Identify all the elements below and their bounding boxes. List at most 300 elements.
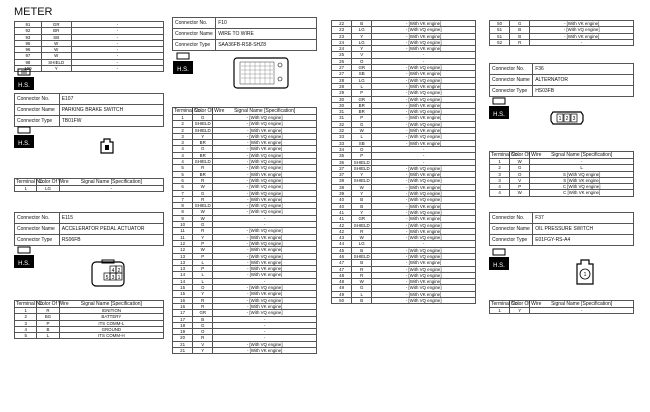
wire-color-cell: W <box>193 215 213 221</box>
signal-name-cell: - [With VQ engine] <box>372 235 476 241</box>
wire-color-cell: P <box>510 184 530 190</box>
signal-name-cell: - <box>71 22 163 28</box>
terminal-no-cell: 23 <box>332 33 352 39</box>
hdr-signal: Signal Name [Specification] <box>213 108 317 115</box>
terminal-no-cell: 48 <box>332 272 352 278</box>
terminal-no-cell: 41 <box>332 209 352 215</box>
connector-e115-face-icon <box>90 258 126 290</box>
label-connector-no: Connector No. <box>15 94 60 105</box>
terminal-no-cell: 2 <box>173 121 193 127</box>
hdr-signal: Signal Name [Specification] <box>59 301 163 308</box>
wire-color-cell: P <box>352 153 372 159</box>
wire-color-cell: W <box>510 190 530 196</box>
terminal-no-cell: 14 <box>173 278 193 284</box>
signal-name-cell: - <box>213 278 317 284</box>
hs-icon <box>14 68 34 90</box>
label-connector-no: Connector No. <box>490 213 533 224</box>
signal-name-cell: - [With VQ engine] <box>372 27 476 33</box>
label-connector-type: Connector Type <box>15 116 60 127</box>
terminal-no-cell: 50 <box>332 298 352 304</box>
wire-color-cell: G <box>193 146 213 152</box>
connector-f10-face-icon <box>232 55 290 91</box>
terminal-no-cell: 27 <box>332 71 352 77</box>
terminal-no-cell: 4 <box>15 326 37 332</box>
signal-name-cell: - [With VK engine] <box>213 291 317 297</box>
signal-name-cell: ITS COMM-L <box>59 320 163 326</box>
signal-name-cell: - [With VK engine] <box>372 228 476 234</box>
pin-label: 1 <box>558 116 562 122</box>
signal-name-cell: - [With VK engine] <box>372 21 476 27</box>
signal-name-cell: - [With VQ engine] <box>372 134 476 140</box>
hdr-color: Color Of Wire <box>194 108 225 114</box>
pin-label: 2 <box>565 116 569 122</box>
label-connector-name: Connector Name <box>490 75 533 86</box>
wire-color-cell: GR <box>352 96 372 102</box>
hs-text: H.S. <box>18 141 30 147</box>
signal-name-cell: S [With VK engine] <box>530 177 634 183</box>
terminal-no-cell: 33 <box>332 140 352 146</box>
terminal-no-cell: 4 <box>490 190 510 196</box>
wire-color-cell: LG <box>352 241 372 247</box>
signal-name-cell: - [With VK engine] <box>213 303 317 309</box>
wire-color-cell: SHIELD <box>193 203 213 209</box>
wire-color-cell: L <box>352 83 372 89</box>
terminal-no-cell: 18 <box>173 322 193 328</box>
wire-color-cell: SB <box>41 34 71 40</box>
f37-type: E01FGY-RS-A4 <box>533 235 634 246</box>
pin-label: 1 <box>117 275 121 281</box>
label-connector-no: Connector No. <box>15 213 60 224</box>
wire-color-cell: B <box>510 33 530 39</box>
connector-f36-face-icon <box>550 108 584 128</box>
terminal-no-cell: 32 <box>332 121 352 127</box>
signal-name-cell: C [With VQ engine] <box>530 184 634 190</box>
terminal-no-cell: 95 <box>15 40 42 46</box>
signal-name-cell: - [With VQ engine] <box>372 191 476 197</box>
wire-color-cell: W <box>510 159 530 165</box>
f36-type: HS03FB <box>533 86 634 97</box>
wire-color-cell: Y <box>352 46 372 52</box>
wire-color-cell: SHIELD <box>193 127 213 133</box>
signal-name-cell: - [With VQ engine] <box>372 165 476 171</box>
wire-color-cell: R <box>193 177 213 183</box>
terminal-no-cell: 1 <box>490 308 510 314</box>
connector-e115-info <box>14 212 164 246</box>
hdr-terminal-no: Terminal No. <box>16 179 45 185</box>
wire-color-cell: SHIELD <box>193 121 213 127</box>
f36-no: F36 <box>533 64 634 75</box>
wire-color-cell: R <box>510 39 530 45</box>
terminal-no-cell: 8 <box>173 209 193 215</box>
wire-color-cell: B <box>352 260 372 266</box>
table-row <box>332 298 476 304</box>
wire-color-cell: GR <box>352 216 372 222</box>
wire-color-cell: B <box>352 247 372 253</box>
signal-name-cell: - [With VK engine] <box>372 128 476 134</box>
hs-text: H.S. <box>18 261 30 267</box>
terminal-no-cell: 7 <box>173 196 193 202</box>
terminal-no-cell: 30 <box>332 96 352 102</box>
terminal-no-cell: 1 <box>15 186 37 192</box>
pin-label: 3 <box>111 275 115 281</box>
wire-color-cell: SHIELD <box>352 165 372 171</box>
terminal-no-cell: 3 <box>490 171 510 177</box>
terminal-no-cell: 1 <box>490 159 510 165</box>
hdr-terminal-no: Terminal No. <box>491 301 520 307</box>
wire-color-cell: O <box>510 171 530 177</box>
hs-icon <box>14 126 34 148</box>
wire-color-cell: B <box>352 21 372 27</box>
terminal-no-cell: 38 <box>332 184 352 190</box>
pin-label: 4 <box>111 268 115 274</box>
terminal-no-cell: 36 <box>332 159 352 165</box>
terminal-no-cell: 31 <box>332 109 352 115</box>
e115-type: RS06FB <box>59 235 163 246</box>
signal-name-cell: C [With VK engine] <box>530 190 634 196</box>
terminal-no-cell: 11 <box>173 228 193 234</box>
terminal-no-cell: 12 <box>173 247 193 253</box>
hdr-terminal-no: Terminal No. <box>16 301 45 307</box>
wire-color-cell: BR <box>193 152 213 158</box>
signal-name-cell: - [With VQ engine] <box>213 133 317 139</box>
terminal-no-cell: 4 <box>173 159 193 165</box>
table-row <box>490 39 634 45</box>
wire-color-cell: W <box>193 184 213 190</box>
signal-name-cell: - [With VK engine] <box>372 102 476 108</box>
connector-f36-info <box>489 63 634 97</box>
wire-color-cell: O <box>352 146 372 152</box>
wire-color-cell: W <box>41 40 71 46</box>
wire-color-cell: L <box>37 333 59 339</box>
pin-label: 2 <box>117 268 121 274</box>
wire-color-cell: BR <box>41 28 71 34</box>
hs-text: H.S. <box>177 67 189 73</box>
wire-color-cell: R <box>193 303 213 309</box>
terminal-no-cell: 24 <box>332 39 352 45</box>
signal-name-cell: - [With VQ engine] <box>372 39 476 45</box>
signal-name-cell: - [With VK engine] <box>213 259 317 265</box>
terminal-no-cell: 52 <box>490 39 510 45</box>
signal-name-cell: - [With VQ engine] <box>213 184 317 190</box>
label-connector-name: Connector Name <box>15 224 60 235</box>
signal-name-cell: - [With VQ engine] <box>213 253 317 259</box>
terminal-no-cell: 11 <box>173 234 193 240</box>
signal-name-cell: - [With VQ engine] <box>372 109 476 115</box>
terminal-no-cell: 96 <box>15 47 42 53</box>
label-connector-type: Connector Type <box>490 86 533 97</box>
terminal-no-cell: 43 <box>332 235 352 241</box>
terminal-no-cell: 100 <box>15 66 42 72</box>
signal-name-cell: - [With VQ engine] <box>213 297 317 303</box>
hdr-color: Color Of Wire <box>511 152 542 158</box>
signal-name-cell: - [With VQ engine] <box>372 272 476 278</box>
hs-icon <box>489 97 509 119</box>
connector-e107-face-icon <box>100 138 114 154</box>
signal-name-cell: - <box>71 47 163 53</box>
terminal-no-cell: 51 <box>490 27 510 33</box>
wire-color-cell: L <box>193 259 213 265</box>
wire-color-cell: SB <box>352 71 372 77</box>
wire-color-cell: R <box>37 308 59 314</box>
hdr-signal: Signal Name [Specification] <box>530 301 634 308</box>
wire-color-cell: G <box>510 21 530 27</box>
wire-color-cell: LG <box>352 27 372 33</box>
terminal-no-cell: 10 <box>173 222 193 228</box>
terminal-no-cell: 15 <box>173 285 193 291</box>
terminal-no-cell: 3 <box>173 140 193 146</box>
signal-name-cell: - [With VQ engine] <box>213 240 317 246</box>
wire-color-cell: LG <box>37 186 59 192</box>
signal-name-cell: - <box>213 222 317 228</box>
pin-label: 1 <box>583 272 587 278</box>
terminal-no-cell: 98 <box>15 59 42 65</box>
signal-name-cell: - <box>71 59 163 65</box>
wire-color-cell: L <box>352 291 372 297</box>
e107-name: PARKING BRAKE SWITCH <box>59 105 163 116</box>
f10-terminal-table-end <box>489 20 634 46</box>
terminal-no-cell: 17 <box>173 316 193 322</box>
signal-name-cell: - <box>530 308 634 314</box>
signal-name-cell: - <box>71 53 163 59</box>
label-connector-no: Connector No. <box>173 18 216 29</box>
terminal-no-cell: 29 <box>332 90 352 96</box>
terminal-no-cell: 47 <box>332 266 352 272</box>
connector-e107-info <box>14 93 164 127</box>
wire-color-cell: R <box>193 196 213 202</box>
wire-color-cell: Y <box>352 172 372 178</box>
f37-terminal-table <box>489 300 634 314</box>
wire-color-cell: Y <box>352 33 372 39</box>
hdr-signal: Signal Name [Specification] <box>530 152 634 159</box>
wire-color-cell: W <box>193 209 213 215</box>
wire-color-cell: BR <box>352 109 372 115</box>
wire-color-cell: V <box>352 52 372 58</box>
terminal-no-cell: 21 <box>173 341 193 347</box>
terminal-no-cell: 49 <box>332 285 352 291</box>
label-connector-type: Connector Type <box>173 40 216 51</box>
terminal-no-cell: 92 <box>15 28 42 34</box>
signal-name-cell: - [With VQ engine] <box>372 96 476 102</box>
wire-color-cell: P <box>193 266 213 272</box>
page-title: METER <box>14 6 53 18</box>
table-row <box>15 66 164 72</box>
signal-name-cell: - <box>213 215 317 221</box>
wire-color-cell: O <box>193 329 213 335</box>
hs-text: H.S. <box>493 112 505 118</box>
signal-name-cell: - <box>372 153 476 159</box>
hdr-terminal-no: Terminal No. <box>491 152 520 158</box>
wire-color-cell: L <box>193 278 213 284</box>
signal-name-cell: - [With VK engine] <box>213 171 317 177</box>
signal-name-cell: - [With VQ engine] <box>213 203 317 209</box>
signal-name-cell: - [With VK engine] <box>530 21 634 27</box>
terminal-no-cell: 4 <box>173 152 193 158</box>
connector-f37-info <box>489 212 634 246</box>
terminal-no-cell: 51 <box>490 33 510 39</box>
signal-name-cell: - [With VQ engine] <box>213 341 317 347</box>
wire-color-cell: Y <box>193 133 213 139</box>
terminal-no-cell: 3 <box>490 177 510 183</box>
terminal-no-cell: 4 <box>490 184 510 190</box>
signal-name-cell: - [With VQ engine] <box>213 190 317 196</box>
signal-name-cell: - [With VQ engine] <box>372 65 476 71</box>
wire-color-cell: BG <box>37 314 59 320</box>
wire-color-cell: R <box>193 165 213 171</box>
signal-name-cell: - [With VK engine] <box>213 146 317 152</box>
wire-color-cell: L <box>352 134 372 140</box>
signal-name-cell: - <box>213 329 317 335</box>
wire-color-cell: SHIELD <box>352 222 372 228</box>
wire-color-cell: GR <box>193 310 213 316</box>
terminal-no-cell: 97 <box>15 53 42 59</box>
terminal-no-cell: 12 <box>173 240 193 246</box>
wire-color-cell: GR <box>352 65 372 71</box>
f10-terminal-table-continued <box>331 20 476 304</box>
f36-terminal-table <box>489 151 634 197</box>
terminal-no-cell: 1 <box>173 115 193 121</box>
wire-color-cell: B <box>352 203 372 209</box>
signal-name-cell: - [With VK engine] <box>372 203 476 209</box>
label-connector-type: Connector Type <box>490 235 533 246</box>
wire-color-cell: P <box>193 240 213 246</box>
signal-name-cell: - <box>213 316 317 322</box>
signal-name-cell: - [With VK engine] <box>372 140 476 146</box>
wire-color-cell: G <box>193 322 213 328</box>
signal-name-cell: - [With VK engine] <box>372 172 476 178</box>
signal-name-cell: - [With VK engine] <box>372 216 476 222</box>
wire-color-cell: SHIELD <box>41 59 71 65</box>
hdr-color: Color Of Wire <box>38 301 69 307</box>
terminal-no-cell: 28 <box>332 77 352 83</box>
wire-color-cell: SHIELD <box>352 178 372 184</box>
f10-terminal-table <box>172 107 317 354</box>
terminal-no-cell: 5 <box>173 171 193 177</box>
terminal-no-cell: 39 <box>332 191 352 197</box>
f10-name: WIRE TO WIRE <box>216 29 317 40</box>
signal-name-cell: - [With VQ engine] <box>213 159 317 165</box>
wire-color-cell: B <box>352 197 372 203</box>
terminal-no-cell: 6 <box>173 184 193 190</box>
signal-name-cell: - [With VQ engine] <box>372 247 476 253</box>
signal-name-cell: - [With VK engine] <box>372 279 476 285</box>
signal-name-cell: - <box>213 335 317 341</box>
wire-color-cell: G <box>193 222 213 228</box>
wire-color-cell: O <box>193 285 213 291</box>
signal-name-cell: - <box>372 241 476 247</box>
wire-color-cell: R <box>352 266 372 272</box>
signal-name-cell: - [With VK engine] <box>372 46 476 52</box>
signal-name-cell: - [With VQ engine] <box>213 115 317 121</box>
connector-f37-face-icon <box>574 258 596 286</box>
hdr-color: Color Of Wire <box>38 179 69 185</box>
terminal-no-cell: 33 <box>332 134 352 140</box>
wire-color-cell: Y <box>510 308 530 314</box>
wire-color-cell: G <box>193 115 213 121</box>
signal-name-cell: - <box>71 66 163 72</box>
wire-color-cell: B <box>510 27 530 33</box>
signal-name-cell: - <box>71 34 163 40</box>
signal-name-cell: - [With VQ engine] <box>213 285 317 291</box>
terminal-no-cell: 17 <box>173 310 193 316</box>
terminal-no-cell: 13 <box>173 259 193 265</box>
terminal-no-cell: 24 <box>332 46 352 52</box>
terminal-no-cell: 13 <box>173 253 193 259</box>
table-row <box>15 333 164 339</box>
label-connector-name: Connector Name <box>15 105 60 116</box>
signal-name-cell: - [With VQ engine] <box>213 152 317 158</box>
wire-color-cell: Y <box>193 234 213 240</box>
signal-name-cell: - [With VK engine] <box>213 272 317 278</box>
meter-terminal-table <box>14 21 164 72</box>
signal-name-cell: IGNITION <box>59 308 163 314</box>
wire-color-cell: B <box>37 326 59 332</box>
terminal-no-cell: 14 <box>173 272 193 278</box>
wire-color-cell: R <box>193 335 213 341</box>
signal-name-cell: - <box>71 28 163 34</box>
terminal-no-cell: 15 <box>173 291 193 297</box>
terminal-no-cell: 2 <box>490 165 510 171</box>
e107-type: TB01FW <box>59 116 163 127</box>
terminal-no-cell: 13 <box>173 266 193 272</box>
terminal-no-cell: 3 <box>173 133 193 139</box>
wire-color-cell: LG <box>352 77 372 83</box>
hs-text: H.S. <box>18 83 30 89</box>
hs-icon <box>14 246 34 268</box>
signal-name-cell: - [With VQ engine] <box>372 266 476 272</box>
terminal-no-cell: 22 <box>332 21 352 27</box>
signal-name-cell: - [With VK engine] <box>213 247 317 253</box>
terminal-no-cell: 21 <box>173 347 193 353</box>
terminal-no-cell: 41 <box>332 216 352 222</box>
terminal-no-cell: 37 <box>332 165 352 171</box>
wire-color-cell: O <box>352 58 372 64</box>
signal-name-cell: - [With VQ engine] <box>213 177 317 183</box>
wire-color-cell: Y <box>41 66 71 72</box>
hs-icon <box>173 52 193 74</box>
signal-name-cell: - <box>372 146 476 152</box>
table-row <box>173 347 317 353</box>
signal-name-cell: - <box>59 186 163 192</box>
terminal-no-cell: 93 <box>15 34 42 40</box>
label-connector-name: Connector Name <box>173 29 216 40</box>
terminal-no-cell: 30 <box>332 102 352 108</box>
terminal-no-cell: 5 <box>15 333 37 339</box>
wire-color-cell: Y <box>193 291 213 297</box>
terminal-no-cell: 50 <box>490 21 510 27</box>
terminal-no-cell: 5 <box>173 165 193 171</box>
label-connector-name: Connector Name <box>490 224 533 235</box>
terminal-no-cell: 42 <box>332 222 352 228</box>
hdr-signal: Signal Name [Specification] <box>59 179 163 186</box>
terminal-no-cell: 20 <box>173 335 193 341</box>
terminal-no-cell: 19 <box>173 329 193 335</box>
terminal-no-cell: 45 <box>332 247 352 253</box>
signal-name-cell: - [With VK engine] <box>530 33 634 39</box>
signal-name-cell: - [With VK engine] <box>372 83 476 89</box>
signal-name-cell: L <box>530 165 634 171</box>
signal-name-cell: - [With VQ engine] <box>213 228 317 234</box>
terminal-no-cell: 25 <box>332 52 352 58</box>
wire-color-cell: SHIELD <box>352 159 372 165</box>
wire-color-cell: P <box>352 115 372 121</box>
terminal-no-cell: 91 <box>15 22 42 28</box>
signal-name-cell: - [With VK engine] <box>213 347 317 353</box>
terminal-no-cell: 40 <box>332 197 352 203</box>
table-row <box>490 308 634 314</box>
wire-color-cell: W <box>352 279 372 285</box>
wire-color-cell: P <box>193 253 213 259</box>
signal-name-cell: - [With VQ engine] <box>372 121 476 127</box>
